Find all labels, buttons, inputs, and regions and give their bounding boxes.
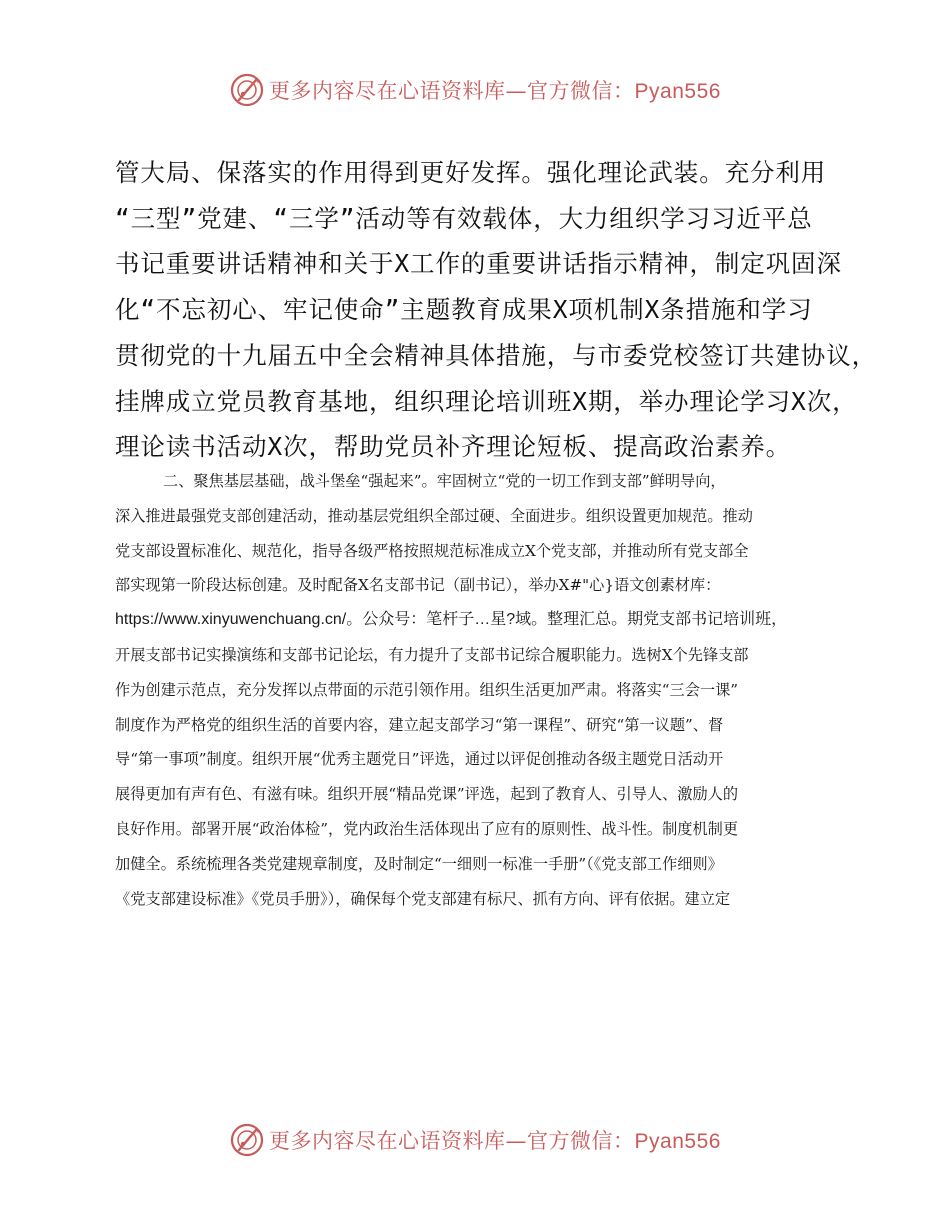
- footer-banner-wechat-label: 官方微信：: [527, 1129, 635, 1153]
- paragraph-line: “三型”党建、“三学”活动等有效载体，大力组织学习习近平总: [115, 203, 813, 233]
- paragraph-line: 化“不忘初心、牢记使命”主题教育成果X项机制X条措施和学习: [115, 295, 813, 325]
- paragraph-line: 《党支部建设标准》《党员手册》），确保每个党支部建有标尺、抓有方向、评有依据。建立定: [115, 889, 731, 908]
- paragraph-line: 理论读书活动X次，帮助党员补齐理论短板、提高政治素养。: [115, 432, 792, 462]
- paragraph-line: 党支部设置标准化、规范化，指导各级严格按照规范标准成立X个党支部，并推动所有党支部全: [115, 541, 749, 560]
- header-banner-wechat-label: 官方微信：: [527, 79, 635, 103]
- header-banner-text: [269, 75, 721, 105]
- footer-banner-dash: —: [505, 1129, 528, 1153]
- footer-banner-title: 更多内容尽在心语资料库: [269, 1129, 506, 1153]
- header-watermark-banner: [0, 68, 950, 112]
- paragraph-line-url: https://www.xinyuwenchuang.cn/。公众号：笔杆子…星?域。整理汇总。期党支部书记培训班，: [115, 611, 788, 629]
- paragraph-line: 加健全。系统梳理各类党建规章制度，及时制定“一细则一标准一手册”（《党支部工作细则》: [115, 854, 723, 873]
- header-banner-title: 更多内容尽在心语资料库: [269, 79, 506, 103]
- paragraph-line: 作为创建示范点，充分发挥以点带面的示范引领作用。组织生活更加严肃。将落实“三会一课”: [115, 680, 739, 699]
- quill-seal-icon: [229, 1122, 265, 1158]
- header-banner-handle: Pyan556: [634, 80, 721, 103]
- header-banner-dash: —: [505, 79, 528, 103]
- footer-watermark-banner: [0, 1118, 950, 1162]
- footer-banner-text: [269, 1125, 721, 1155]
- paragraph-line: 挂牌成立党员教育基地，组织理论培训班X期，举办理论学习X次，: [115, 386, 858, 416]
- paragraph-line: 管大局、保落实的作用得到更好发挥。强化理论武装。充分利用: [115, 158, 827, 187]
- paragraph-line: 部实现第一阶段达标创建。及时配备X名支部书记（副书记），举办X#"心}语文创素材库：: [115, 576, 721, 595]
- paragraph-section-two: [115, 464, 845, 916]
- paragraph-line: 书记重要讲话精神和关于X工作的重要讲话指示精神，制定巩固深: [115, 249, 842, 279]
- paragraph-line: 深入推进最强党支部创建活动，推动基层党组织全部过硬、全面进步。组织设置更加规范。推动: [115, 506, 753, 525]
- paragraph-line: 开展支部书记实操演练和支部书记论坛，有力提升了支部书记综合履职能力。选树X个先锋支部: [115, 645, 749, 664]
- quill-seal-icon: [229, 72, 265, 108]
- paragraph-continuation: [115, 150, 877, 470]
- paragraph-line: 制度作为严格党的组织生活的首要内容，建立起支部学习“第一课程”、研究“第一议题”、督: [115, 715, 724, 734]
- paragraph-line: 展得更加有声有色、有滋有味。组织开展“精品党课”评选，起到了教育人、引导人、激励人的: [115, 785, 739, 804]
- paragraph-line: 良好作用。部署开展“政治体检”，党内政治生活体现出了应有的原则性、战斗性。制度机制更: [115, 819, 739, 838]
- paragraph-line: 贯彻党的十九届五中全会精神具体措施，与市委党校签订共建协议，: [115, 340, 877, 370]
- paragraph-line: 导“第一事项”制度。组织开展“优秀主题党日”评选，通过以评促创推动各级主题党日活动开: [115, 750, 724, 769]
- footer-banner-handle: Pyan556: [634, 1130, 721, 1153]
- paragraph-line: 二、聚焦基层基础，战斗堡垒“强起来”。牢固树立“党的一切工作到支部”鲜明导向，: [163, 472, 726, 490]
